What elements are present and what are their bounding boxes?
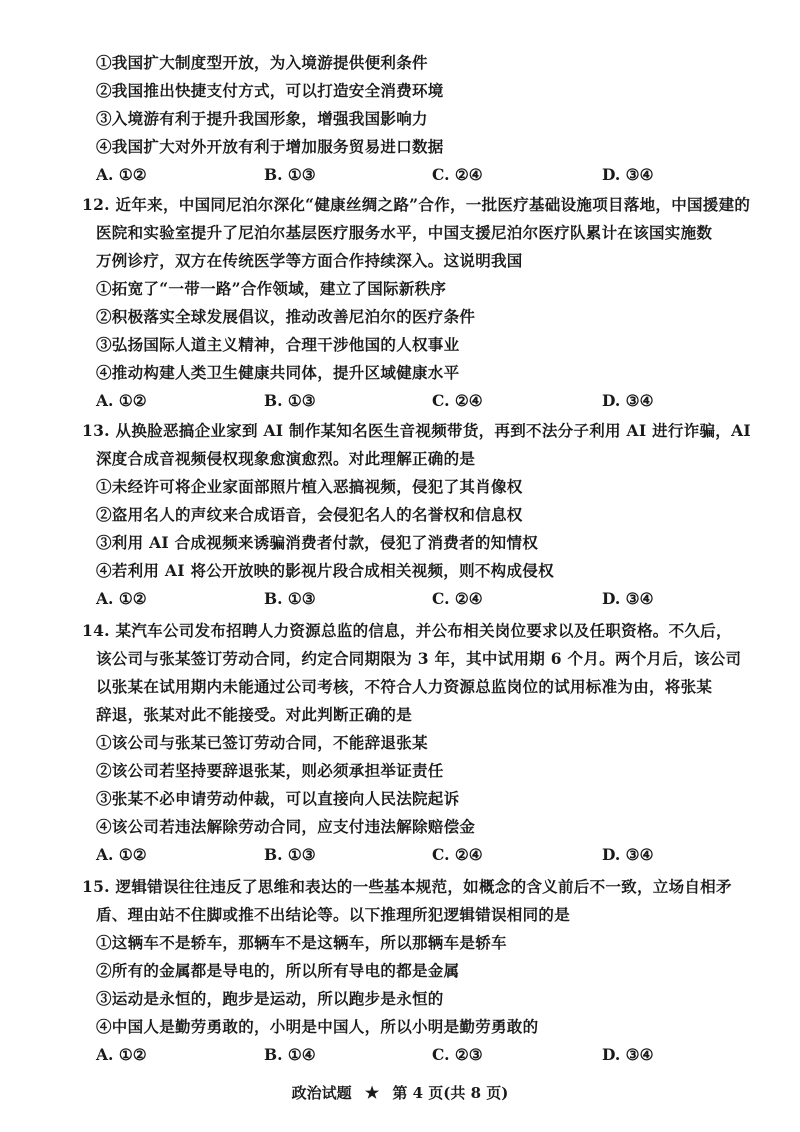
q13-options [96,588,696,610]
q12-option-b: B. ①③ [264,391,316,410]
star-icon: ★ [364,1083,380,1102]
q11-statement-2: ②我国推出快捷支付方式，可以打造安全消费环境 [96,81,444,100]
q14-option-c: C. ②④ [432,845,483,864]
q13-option-b: B. ①③ [264,589,316,608]
q14-statement-4: ④该公司若违法解除劳动合同，应支付违法解除赔偿金 [96,817,476,836]
q15-statement-1: ①这辆车不是轿车，那辆车不是这辆车，所以那辆车是轿车 [96,933,507,952]
q14-option-d: D. ③④ [602,845,654,864]
q13-option-c: C. ②④ [432,589,483,608]
q11-statement-4: ④我国扩大对外开放有利于增加服务贸易进口数据 [96,137,444,156]
q13-option-d: D. ③④ [602,589,654,608]
q12-option-d: D. ③④ [602,391,654,410]
q12-option-a: A. ①② [96,391,147,410]
q14-stem-line-2: 该公司与张某签订劳动合同，约定合同期限为 3 年，其中试用期 6 个月。两个月后，该公司 [96,649,742,668]
q13-statement-3: ③利用 AI 合成视频来诱骗消费者付款，侵犯了消费者的知情权 [96,533,539,552]
q15-statement-3: ③运动是永恒的，跑步是运动，所以跑步是永恒的 [96,989,444,1008]
q13-option-a: A. ①② [96,589,147,608]
q12-option-c: C. ②④ [432,391,483,410]
q14-stem-line-1: 14. 某汽车公司发布招聘人力资源总监的信息，并公布相关岗位要求以及任职资格。不久后， [82,621,732,640]
q15-stem-line-2: 盾、理由站不住脚或推不出结论等。以下推理所犯逻辑错误相同的是 [96,905,571,924]
q12-statement-3: ③弘扬国际人道主义精神，合理干涉他国的人权事业 [96,335,460,354]
q14-option-b: B. ①③ [264,845,316,864]
q13-statement-4: ④若利用 AI 将公开放映的影视片段合成相关视频，则不构成侵权 [96,561,554,580]
q11-option-b: B. ①③ [264,165,316,184]
q14-statement-1: ①该公司与张某已签订劳动合同，不能辞退张某 [96,733,428,752]
q11-statement-1: ①我国扩大制度型开放，为入境游提供便利条件 [96,53,428,72]
q12-statement-2: ②积极落实全球发展倡议，推动改善尼泊尔的医疗条件 [96,307,476,326]
q11-option-a: A. ①② [96,165,147,184]
q15-statement-4: ④中国人是勤劳勇敢的，小明是中国人，所以小明是勤劳勇敢的 [96,1017,539,1036]
page-footer [0,1082,800,1104]
q11-options [96,164,696,186]
q15-option-a: A. ①② [96,1045,147,1064]
q15-option-b: B. ①④ [264,1045,316,1064]
q13-statement-1: ①未经许可将企业家面部照片植入恶搞视频，侵犯了其肖像权 [96,477,523,496]
q11-statement-3: ③入境游有利于提升我国形象，增强我国影响力 [96,109,428,128]
q12-stem-line-3: 万例诊疗，双方在传统医学等方面合作持续深入。这说明我国 [96,251,523,270]
q12-stem-line-1: 12. 近年来，中国同尼泊尔深化“健康丝绸之路”合作，一批医疗基础设施项目落地，中国援建的 [82,195,751,214]
q15-stem-line-1: 15. 逻辑错误往往违反了思维和表达的一些基本规范，如概念的含义前后不一致，立场自相矛 [82,877,732,896]
q15-statement-2: ②所有的金属都是导电的，所以所有导电的都是金属 [96,961,460,980]
q15-option-c: C. ②③ [432,1045,483,1064]
q15-options [96,1044,696,1066]
q12-statement-1: ①拓宽了“一带一路”合作领域，建立了国际新秩序 [96,279,447,298]
q11-option-d: D. ③④ [602,165,654,184]
q14-option-a: A. ①② [96,845,147,864]
q14-stem-line-4: 辞退，张某对此不能接受。对此判断正确的是 [96,705,413,724]
footer-subject: 政治试题 [291,1084,352,1102]
q14-stem-line-3: 以张某在试用期内未能通过公司考核，不符合人力资源总监岗位的试用标准为由，将张某 [96,677,713,696]
q12-statement-4: ④推动构建人类卫生健康共同体，提升区域健康水平 [96,363,460,382]
q14-statement-2: ②该公司若坚持要辞退张某，则必须承担举证责任 [96,761,444,780]
q13-stem-line-2: 深度合成音视频侵权现象愈演愈烈。对此理解正确的是 [96,449,476,468]
q13-statement-2: ②盗用名人的声纹来合成语音，会侵犯名人的名誉权和信息权 [96,505,523,524]
q11-option-c: C. ②④ [432,165,483,184]
q12-stem-line-2: 医院和实验室提升了尼泊尔基层医疗服务水平，中国支援尼泊尔医疗队累计在该国实施数 [96,223,713,242]
q15-option-d: D. ③④ [602,1045,654,1064]
q14-statement-3: ③张某不必申请劳动仲裁，可以直接向人民法院起诉 [96,789,460,808]
q13-stem-line-1: 13. 从换脸恶搞企业家到 AI 制作某知名医生音视频带货，再到不法分子利用 AI 进行诈骗，AI [82,421,751,440]
q12-options [96,390,696,412]
footer-page-number: 第 4 页(共 8 页) [392,1084,509,1102]
q14-options [96,844,696,866]
